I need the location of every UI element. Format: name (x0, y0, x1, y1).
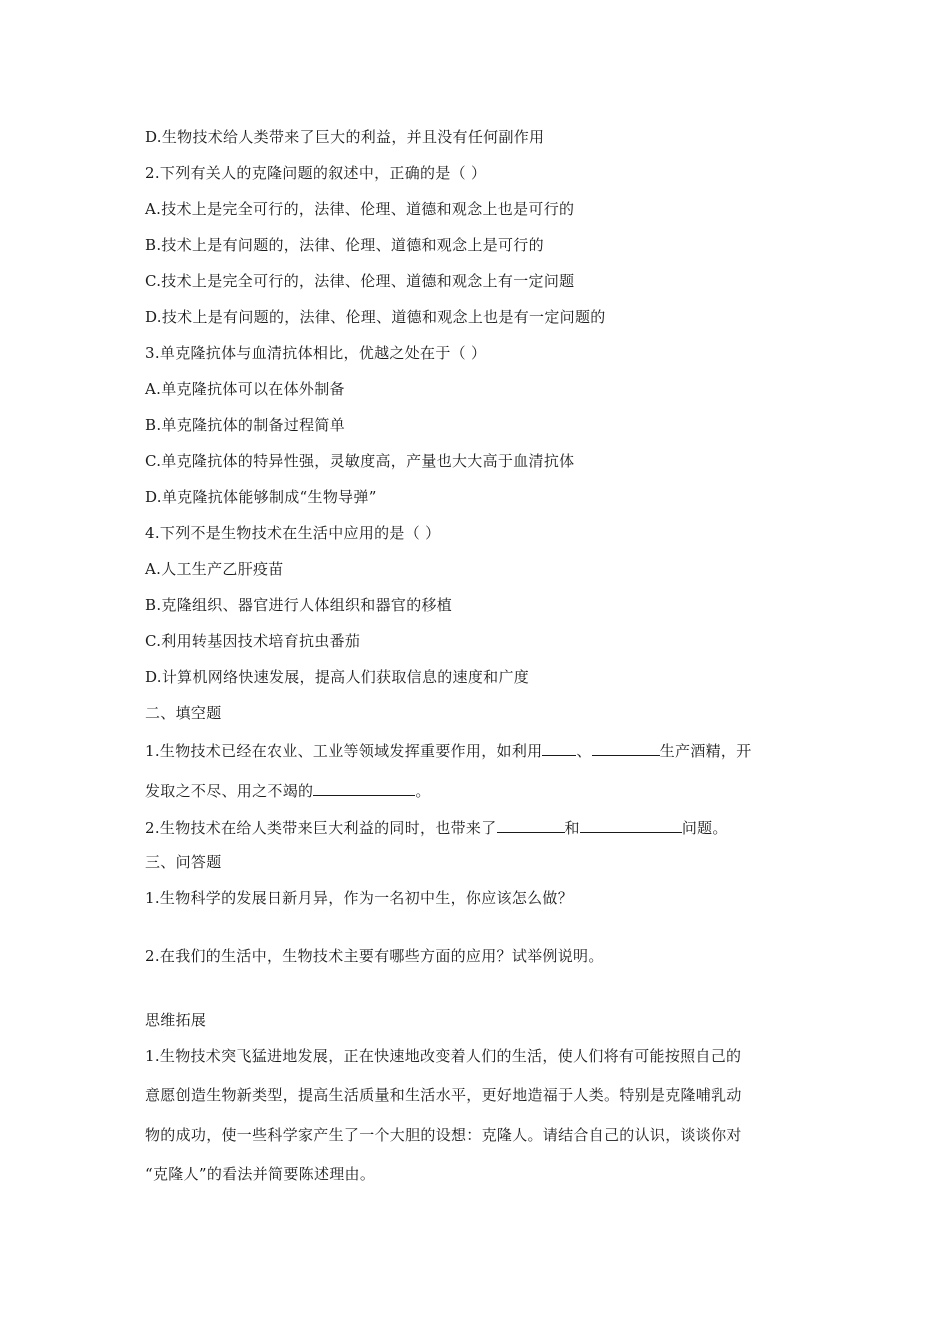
q4-option-d: D.计算机网络快速发展，提高人们获取信息的速度和广度 (145, 668, 530, 686)
q3-option-c: C.单克隆抗体的特异性强，灵敏度高，产量也大大高于血清抗体 (145, 452, 575, 470)
q3-option-d: D.单克隆抗体能够制成“生物导弹” (145, 488, 377, 506)
q4-stem: 4.下列不是生物技术在生活中应用的是（ ） (145, 524, 441, 542)
fill-blank[interactable] (592, 739, 660, 756)
extension-q1-line2: 意愿创造生物新类型，提高生活质量和生活水平，更好地造福于人类。特别是克隆哺乳动 (145, 1086, 742, 1104)
fill-blank[interactable] (497, 816, 565, 833)
fill-q2-text-1: 2.生物技术在给人类带来巨大利益的同时，也带来了 (145, 819, 497, 837)
fill-q2-text-2: 和 (564, 819, 580, 837)
qa-q1: 1.生物科学的发展日新月异，作为一名初中生，你应该怎么做？ (145, 889, 574, 907)
fill-q1-text-4: 发取之不尽、用之不竭的 (145, 782, 314, 800)
fill-blank[interactable] (542, 739, 576, 756)
extension-heading: 思维拓展 (145, 1011, 207, 1029)
q2-option-d: D.技术上是有问题的，法律、伦理、道德和观念上也是有一定问题的 (145, 308, 606, 326)
extension-q1-line1: 1.生物技术突飞猛进地发展，正在快速地改变着人们的生活，使人们将有可能按照自己的 (145, 1047, 742, 1065)
fill-blank[interactable] (313, 779, 415, 796)
fill-q1-text-5: 。 (415, 782, 431, 800)
q2-option-b: B.技术上是有问题的，法律、伦理、道德和观念上是可行的 (145, 236, 544, 254)
q4-option-a: A.人工生产乙肝疫苗 (145, 560, 284, 578)
q4-option-b: B.克隆组织、器官进行人体组织和器官的移植 (145, 596, 453, 614)
fill-blank[interactable] (580, 816, 682, 833)
extension-q1-line4: “克隆人”的看法并简要陈述理由。 (145, 1165, 376, 1183)
q2-option-a: A.技术上是完全可行的，法律、伦理、道德和观念上也是可行的 (145, 200, 575, 218)
section2-heading: 二、填空题 (145, 704, 222, 722)
fill-q2-text-3: 问题。 (681, 819, 728, 837)
q4-option-c: C.利用转基因技术培育抗虫番茄 (145, 632, 361, 650)
extension-q1-line3: 物的成功，使一些科学家产生了一个大胆的设想：克隆人。请结合自己的认识，谈谈你对 (145, 1126, 742, 1144)
fill-q1-text-2: 、 (576, 742, 592, 760)
q1-option-d: D.生物技术给人类带来了巨大的利益，并且没有任何副作用 (145, 128, 545, 146)
q3-stem: 3.单克隆抗体与血清抗体相比，优越之处在于（ ） (145, 344, 487, 362)
q3-option-b: B.单克隆抗体的制备过程简单 (145, 416, 345, 434)
qa-q2: 2.在我们的生活中，生物技术主要有哪些方面的应用？试举例说明。 (145, 947, 604, 965)
q2-option-c: C.技术上是完全可行的，法律、伦理、道德和观念上有一定问题 (145, 272, 575, 290)
fill-q1-text-3: 生产酒精，开 (659, 742, 752, 760)
q3-option-a: A.单克隆抗体可以在体外制备 (145, 380, 345, 398)
fill-q2-line (145, 816, 728, 838)
section3-heading: 三、问答题 (145, 853, 222, 871)
fill-q1-line1 (145, 739, 752, 761)
fill-q1-text-1: 1.生物技术已经在农业、工业等领域发挥重要作用，如利用 (145, 742, 543, 760)
fill-q1-line2 (145, 779, 431, 801)
q2-stem: 2.下列有关人的克隆问题的叙述中，正确的是（ ） (145, 164, 487, 182)
